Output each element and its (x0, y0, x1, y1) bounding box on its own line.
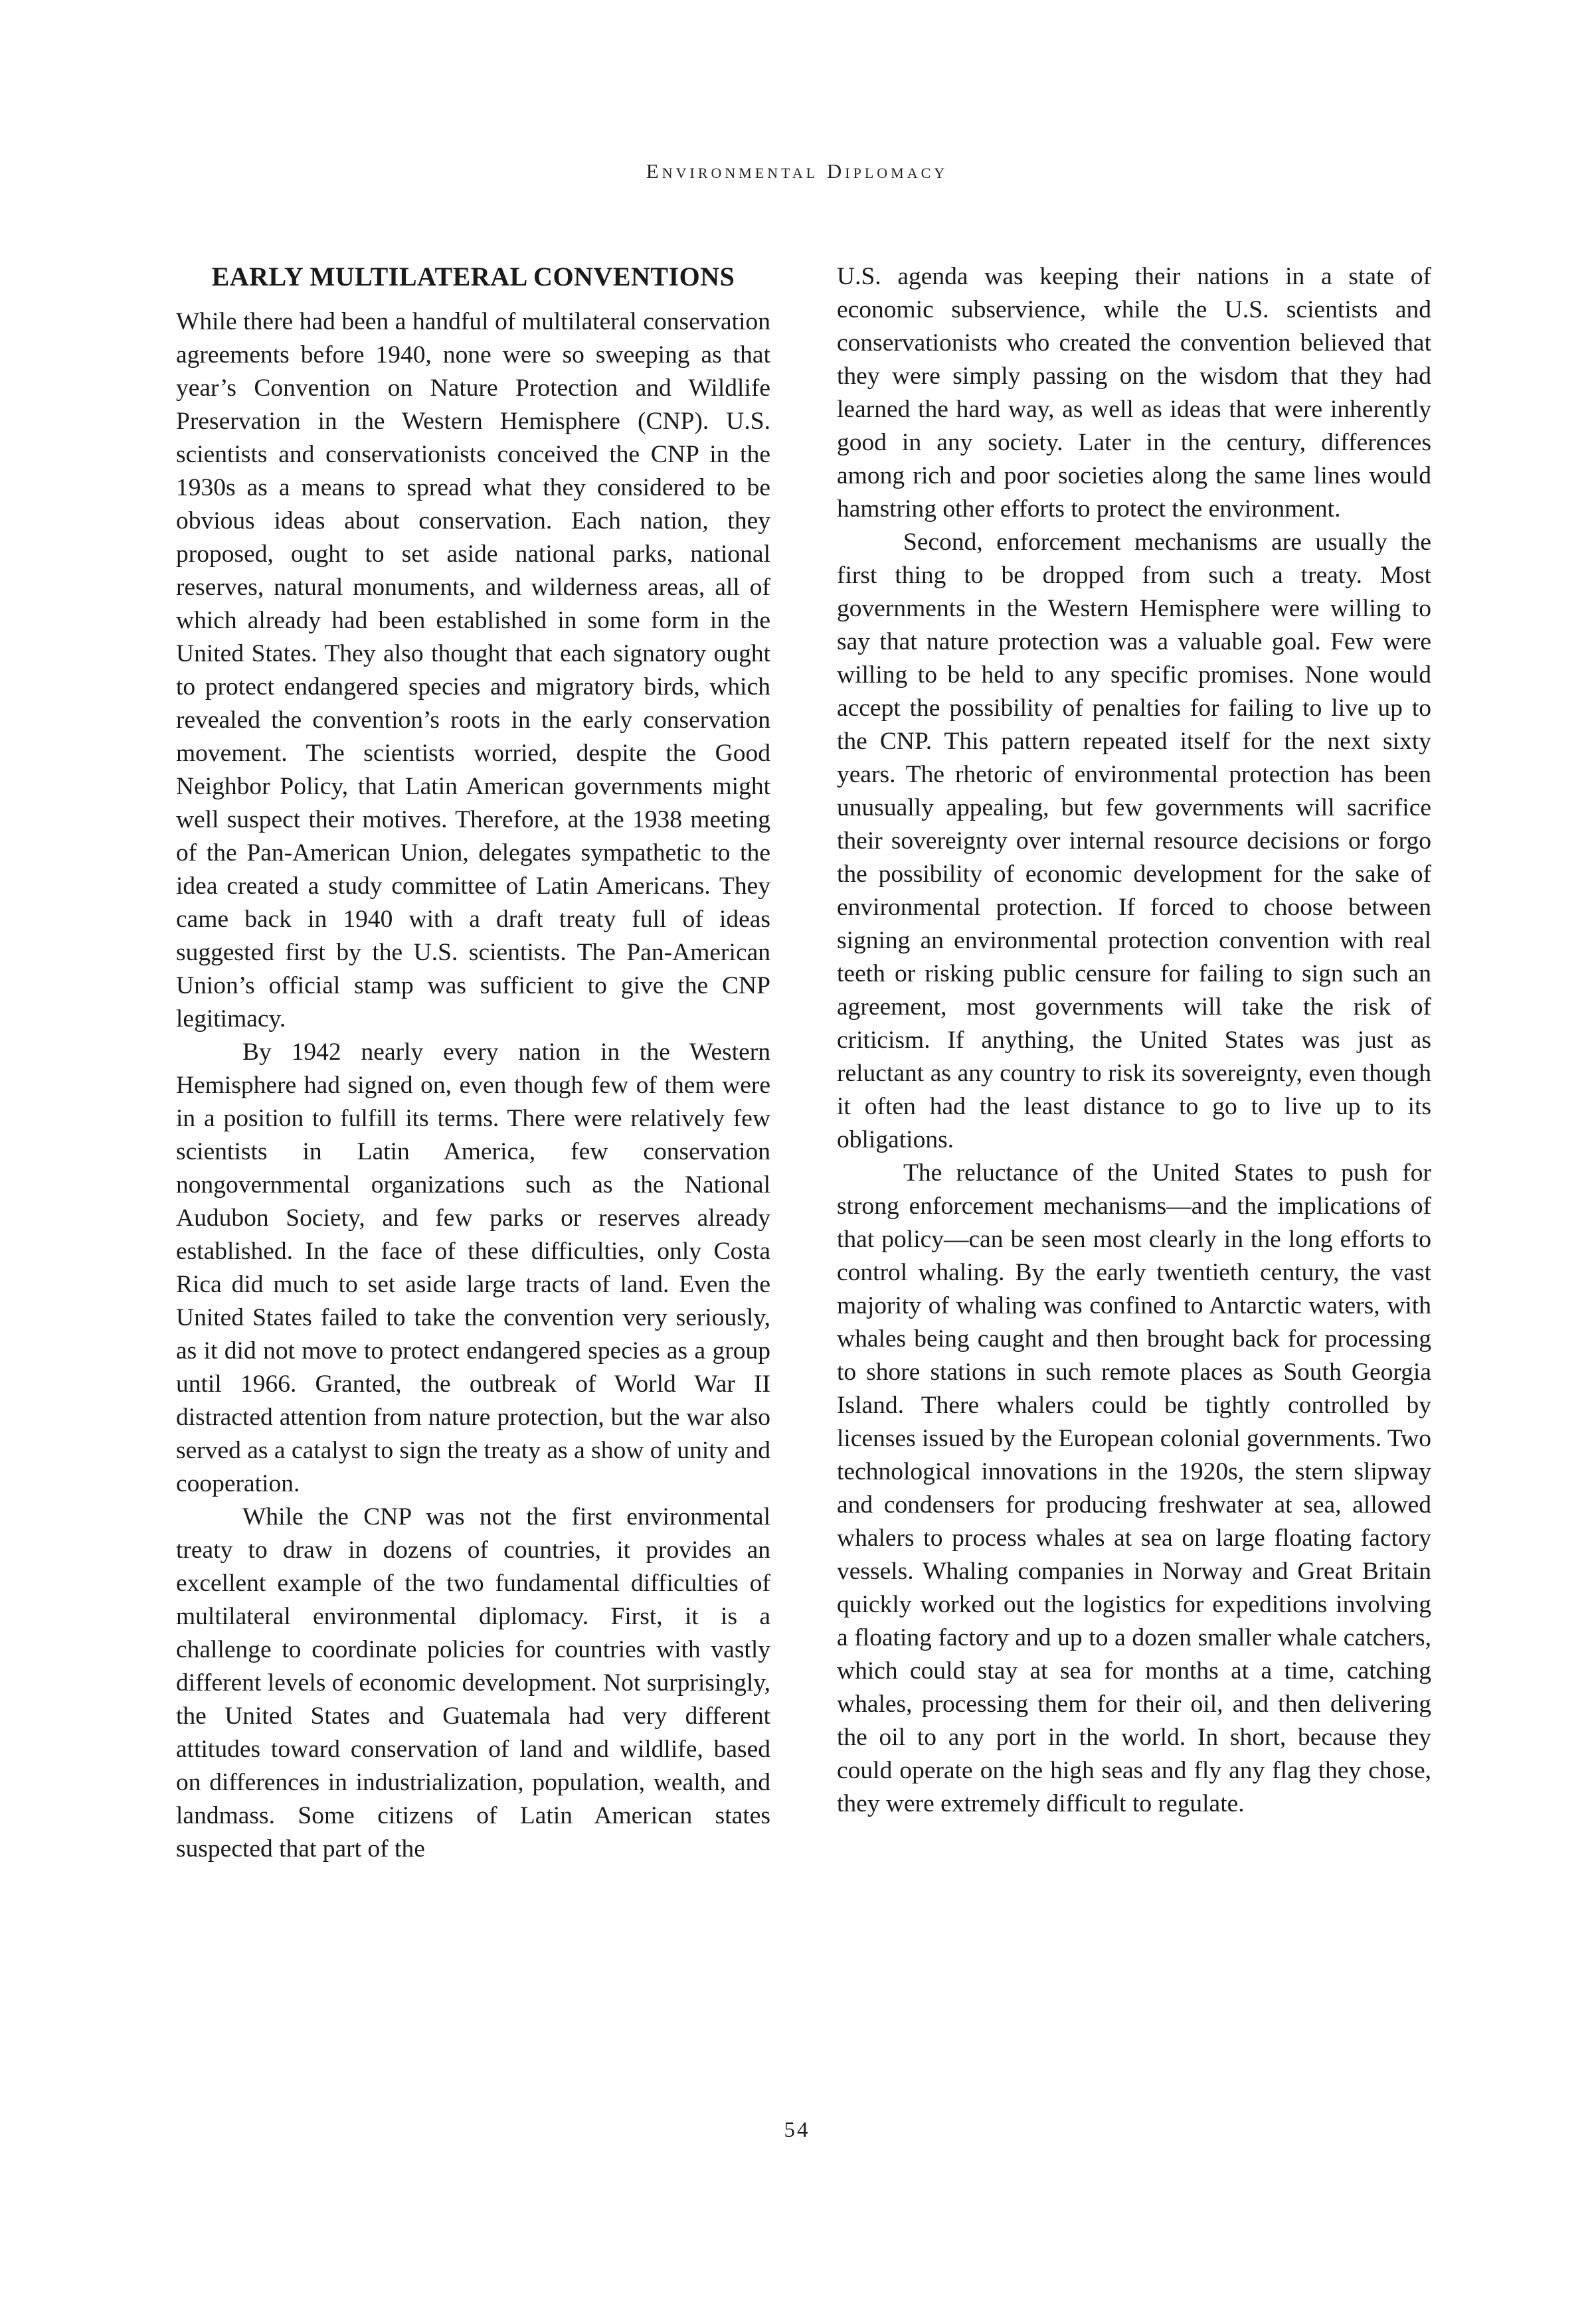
paragraph: While there had been a handful of multilateral conservation agreements before 1940, none were so sweeping as that year’s Convention on Nature Protection and Wildlife Preservation in the Western Hemisphere (CNP). U.S. scientists and conservationists conceived the CNP in the 1930s as a means to spread what they considered to be obvious ideas about conservation. Each nation, they proposed, ought to set aside national parks, national reserves, natural monuments, and wilderness areas, all of which already had been established in some form in the United States. They also thought that each signatory ought to protect endangered species and migratory birds, which revealed the convention’s roots in the early conservation movement. The scientists worried, despite the Good Neighbor Policy, that Latin American governments might well suspect their motives. Therefore, at the 1938 meeting of the Pan-American Union, delegates sympathetic to the idea created a study committee of Latin Americans. They came back in 1940 with a draft treaty full of ideas suggested first by the U.S. scientists. The Pan-American Union’s official stamp was sufficient to give the CNP legitimacy. (176, 308, 770, 1033)
left-column (176, 260, 770, 1866)
page-number: 54 (784, 2118, 810, 2142)
paragraph: The reluctance of the United States to push for strong enforcement mechanisms—and the implications of that policy—can be seen most clearly in the long efforts to control whaling. By the early twentieth century, the vast majority of whaling was confined to Antarctic waters, with whales being caught and then brought back for processing to shore stations in such remote places as South Georgia Island. There whalers could be tightly controlled by licenses issued by the European colonial governments. Two technological innovations in the 1920s, the stern slipway and condensers for producing freshwater at sea, allowed whalers to process whales at sea on large floating factory vessels. Whaling companies in Norway and Great Britain quickly worked out the logistics for expeditions involving a floating factory and up to a dozen smaller whale catchers, which could stay at sea for months at a time, catching whales, processing them for their oil, and then delivering the oil to any port in the world. In short, because they could operate on the high seas and fly any flag they chose, they were extremely difficult to regulate. (837, 1159, 1431, 1817)
running-head: Environmental Diplomacy (646, 159, 948, 183)
paragraph: Second, enforcement mechanisms are usually the first thing to be dropped from such a treaty. Most governments in the Western Hemisphere were willing to say that nature protection was a valuable goal. Few were willing to be held to any specific promises. None would accept the possibility of penalties for failing to live up to the CNP. This pattern repeated itself for the next sixty years. The rhetoric of environmental protection has been unusually appealing, but few governments will sacrifice their sovereignty over internal resource decisions or forgo the possibility of economic development for the sake of environmental protection. If forced to choose between signing an environmental protection convention with real teeth or risking public censure for failing to sign such an agreement, most governments will take the risk of criticism. If anything, the United States was just as reluctant as any country to risk its sovereignty, even though it often had the least distance to go to live up to its obligations. (837, 529, 1431, 1153)
paragraph: While the CNP was not the first environmental treaty to draw in dozens of countries, it provides an excellent example of the two fundamental difficulties of multilateral environmental diplomacy. First, it is a challenge to coordinate policies for countries with vastly different levels of economic development. Not surprisingly, the United States and Guatemala had very different attitudes toward conservation of land and wildlife, based on differences in industrialization, population, wealth, and landmass. Some citizens of Latin American states suspected that part of the (176, 1503, 770, 1863)
section-heading: EARLY MULTILATERAL CONVENTIONS (211, 262, 735, 291)
right-column (837, 260, 1431, 1821)
paragraph: U.S. agenda was keeping their nations in a state of economic subservience, while the U.S. scientists and conservationists who created the convention believed that they were simply passing on the wisdom that they had learned the hard way, as well as ideas that were inherently good in any society. Later in the century, differences among rich and poor societies along the same lines would hamstring other efforts to protect the environment. (837, 263, 1431, 523)
paragraph: By 1942 nearly every nation in the Western Hemisphere had signed on, even though few of them were in a position to fulfill its terms. There were relatively few scientists in Latin America, few conservation nongovernmental organizations such as the National Audubon Society, and few parks or reserves already established. In the face of these difficulties, only Costa Rica did much to set aside large tracts of land. Even the United States failed to take the convention very seriously, as it did not move to protect endangered species as a group until 1966. Granted, the outbreak of World War II distracted attention from nature protection, but the war also served as a catalyst to sign the treaty as a show of unity and cooperation. (176, 1038, 770, 1497)
